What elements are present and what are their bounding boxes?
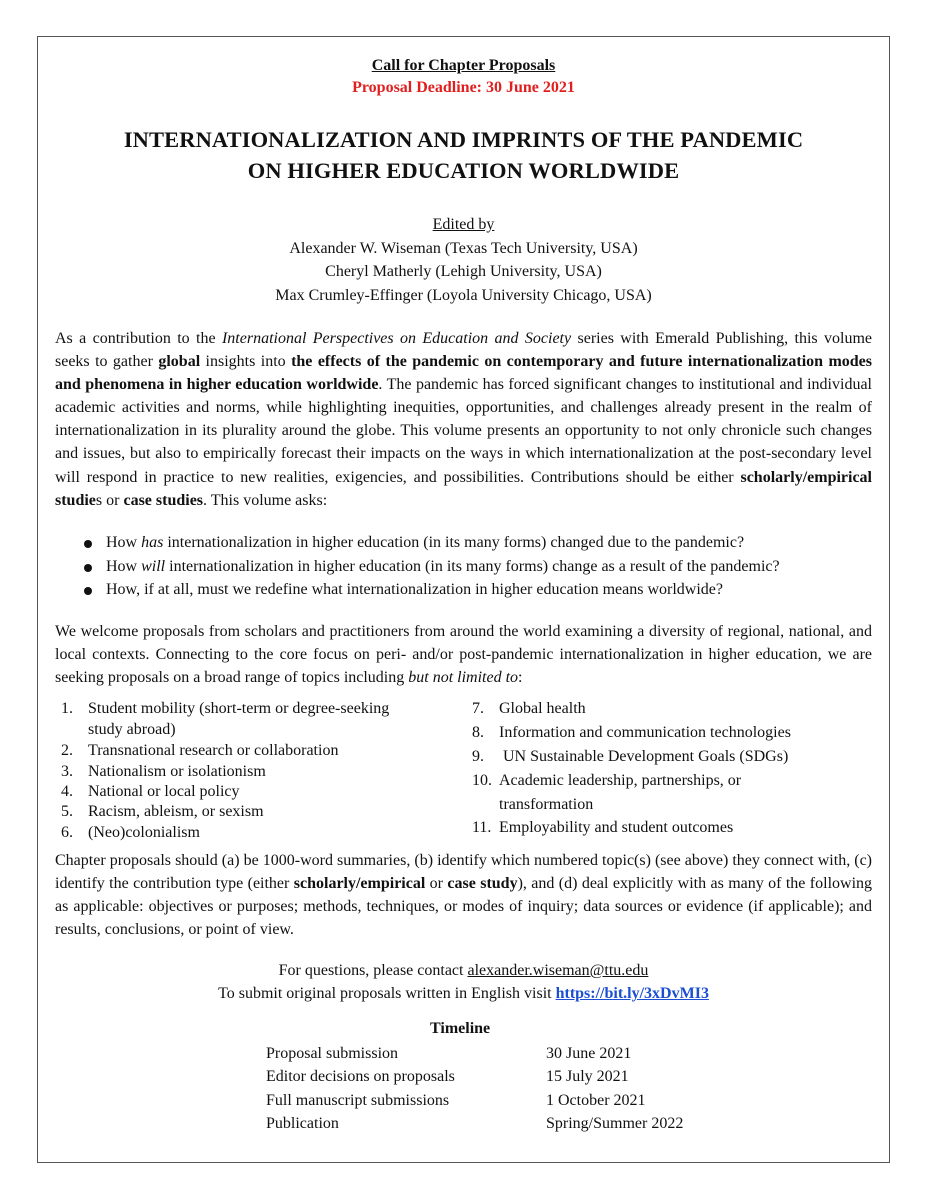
- question-list: [55, 531, 780, 602]
- timeline-label: Proposal submission: [266, 1045, 399, 1062]
- list-item: How has internationalization in higher education (in its many forms) changed due to the pandemic?: [55, 531, 780, 555]
- title-line-1: INTERNATIONALIZATION AND IMPRINTS OF THE PANDEMIC: [123, 127, 804, 152]
- email-link[interactable]: alexander.wiseman@ttu.edu: [467, 962, 649, 979]
- intro-paragraph: As a contribution to the International Perspectives on Education and Society series with Emerald Publishing, this volume seeks to gather global insights into the effects of the pandemic on contemporary and future internationalization modes and phenomena in higher education worldwide. The pandemic has forced significant changes to institutional and individual academic activities and norms, while highlighting inequities, opportunities, and challenges already present in the realm of internationalization in its plurality around the globe. This volume presents an opportunity to not only chronicle such changes and issues, but also to empirically forecast their impacts on the ways in which internationalization at the post-secondary level will respond in practice to new realities, exigencies, and possibilities. Contributions should be either scholarly/empirical studies or case studies. This volume asks:: [55, 330, 873, 509]
- title-line-2: ON HIGHER EDUCATION WORLDWIDE: [247, 158, 680, 183]
- editor-2: Cheryl Matherly (Lehigh University, USA): [325, 263, 602, 280]
- welcome-paragraph: We welcome proposals from scholars and practitioners from around the world examining a diversity of regional, national, and local contexts. Connecting to the core focus on peri- and/or post-pandemic internationalization in higher education, we are seeking proposals on a broad range of topics including but not limited to:: [55, 623, 872, 687]
- editor-3: Max Crumley-Effinger (Loyola University Chicago, USA): [275, 286, 652, 304]
- series-title: International Perspectives on Education and Society: [221, 330, 572, 347]
- timeline-label: Publication: [266, 1115, 339, 1132]
- bullet-icon: [84, 587, 92, 595]
- timeline-date: 30 June 2021: [546, 1045, 632, 1062]
- contact-block: [0, 959, 927, 1005]
- call-heading: Call for Chapter Proposals: [371, 57, 556, 74]
- submission-link[interactable]: https://bit.ly/3xDvMI3: [555, 985, 709, 1002]
- questions-contact: For questions, please contact alexander.wiseman@ttu.edu: [278, 962, 649, 979]
- timeline-date: Spring/Summer 2022: [546, 1115, 684, 1132]
- submit-line: To submit original proposals written in English visit https://bit.ly/3xDvMI3: [218, 985, 709, 1002]
- bullet-icon: [84, 564, 92, 572]
- timeline-date: 15 July 2021: [546, 1068, 629, 1085]
- requirements-paragraph: Chapter proposals should (a) be 1000-word summaries, (b) identify which numbered topic(s) (see above) they connect with, (c) identify the contribution type (either scholarly/empirical or case study), and (d) deal explicitly with as many of the following as applicable: objectives or purposes; methods, techniques, or modes of inquiry; data sources or evidence (if applicable); and results, conclusions, or point of view.: [55, 852, 873, 939]
- volume-title: [0, 124, 927, 186]
- timeline-label: Editor decisions on proposals: [266, 1068, 455, 1085]
- timeline-label: Full manuscript submissions: [266, 1092, 450, 1109]
- list-item: How, if at all, must we redefine what internationalization in higher education means worldwide?: [55, 578, 780, 602]
- timeline-date: 1 October 2021: [546, 1092, 646, 1109]
- bullet-icon: [84, 540, 92, 548]
- edited-by-label: Edited by: [432, 216, 495, 233]
- list-item: How will internationalization in higher education (in its many forms) change as a result of the pandemic?: [55, 555, 780, 579]
- deadline-heading: Proposal Deadline: 30 June 2021: [352, 79, 575, 96]
- editor-1: Alexander W. Wiseman (Texas Tech University, USA): [289, 239, 638, 257]
- editors-block: [0, 213, 927, 307]
- timeline-title: Timeline: [430, 1020, 491, 1037]
